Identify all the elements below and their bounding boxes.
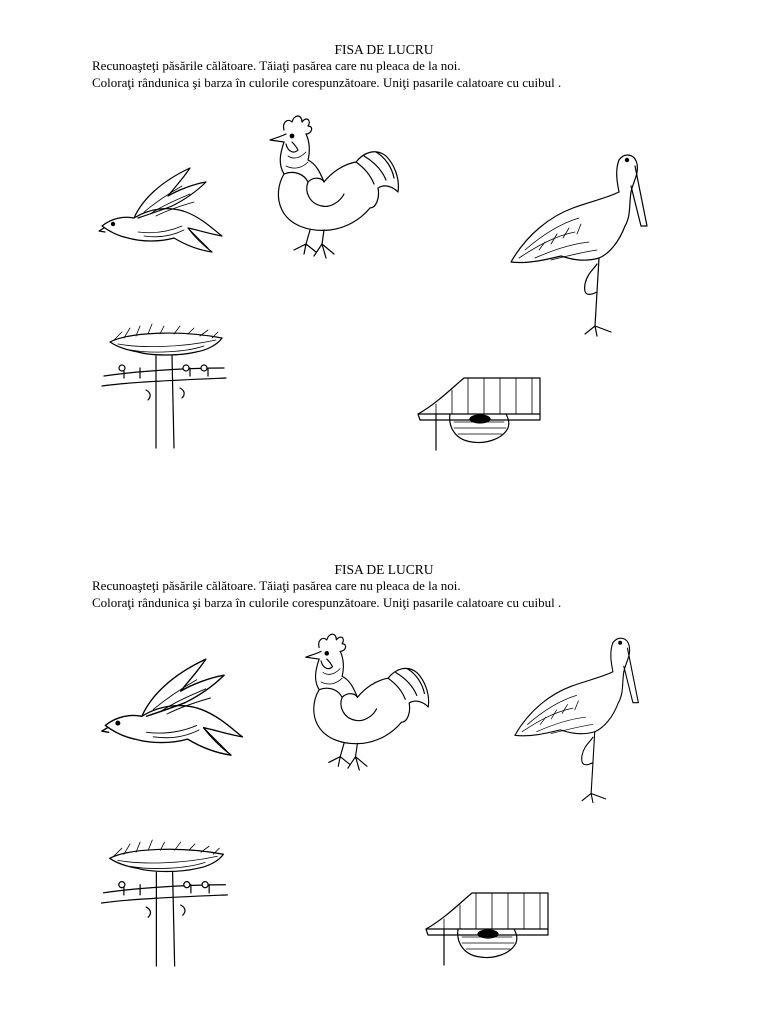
stork-illustration bbox=[505, 630, 650, 808]
nest-on-pole-illustration bbox=[100, 322, 230, 452]
swallow-illustration bbox=[100, 650, 250, 770]
worksheet-title: FISA DE LUCRU bbox=[334, 562, 434, 577]
worksheet-2 bbox=[0, 520, 768, 1020]
instruction-line-2: Coloraţi rândunica şi barza în culorile corespunzătoare. Uniţi pasarile calatoare cu cuibul . bbox=[92, 595, 562, 610]
rooster-illustration bbox=[264, 112, 404, 268]
instruction-line-1: Recunoaşteţi păsările călătoare. Tăiaţi pasărea care nu pleaca de la noi. bbox=[92, 58, 461, 73]
swallow-nest-roof-illustration bbox=[412, 374, 544, 452]
worksheet-1 bbox=[0, 0, 768, 500]
stork-illustration bbox=[505, 146, 655, 342]
swallow-illustration bbox=[98, 160, 228, 265]
instruction-line-2: Coloraţi rândunica şi barza în culorile corespunzătoare. Uniţi pasarile calatoare cu cuibul . bbox=[92, 75, 562, 90]
swallow-nest-roof-illustration bbox=[420, 886, 552, 970]
rooster-illustration bbox=[300, 630, 434, 780]
nest-on-pole-illustration bbox=[98, 838, 233, 970]
worksheet-title: FISA DE LUCRU bbox=[334, 42, 434, 57]
instruction-line-1: Recunoaşteţi păsările călătoare. Tăiaţi pasărea care nu pleaca de la noi. bbox=[92, 578, 461, 593]
